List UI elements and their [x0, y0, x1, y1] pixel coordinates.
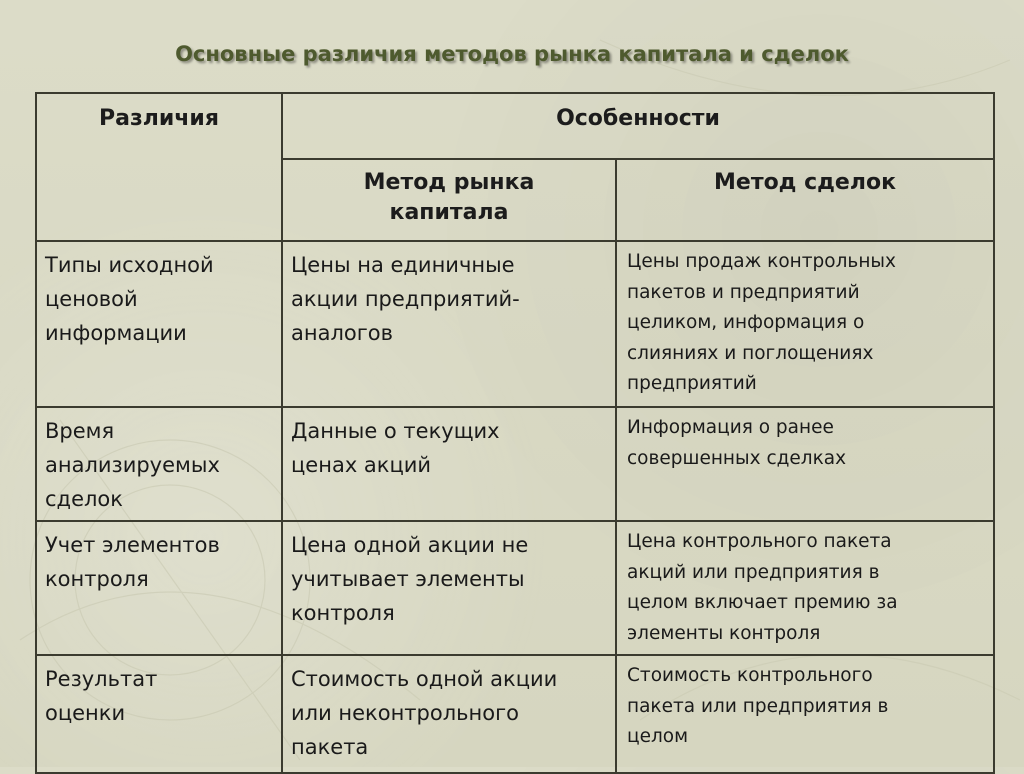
- deals-cell: Цены продаж контрольных пакетов и предприятий целиком, информация о слияниях и поглощениях предприятий: [616, 241, 994, 407]
- deals-cell: Стоимость контрольного пакета или предприятия в целом: [616, 655, 994, 773]
- deals-cell: Информация о ранее совершенных сделках: [616, 407, 994, 521]
- table-row: [36, 655, 994, 773]
- header-deals-method: Метод сделок: [616, 159, 994, 241]
- page-title: Основные различия методов рынка капитала и сделок: [175, 42, 849, 66]
- capital-market-cell: Цены на единичные акции предприятий- аналогов: [282, 241, 616, 407]
- comparison-table: [35, 92, 995, 774]
- capital-market-cell: Данные о текущих ценах акций: [282, 407, 616, 521]
- row-label: Учет элементов контроля: [36, 521, 282, 655]
- header-features: Особенности: [282, 93, 994, 159]
- table-row: [36, 407, 994, 521]
- header-capital-market-method: Метод рынка капитала: [282, 159, 616, 241]
- header-row: [36, 93, 994, 159]
- row-label: Время анализируемых сделок: [36, 407, 282, 521]
- capital-market-cell: Стоимость одной акции или неконтрольного пакета: [282, 655, 616, 773]
- capital-market-cell: Цена одной акции не учитывает элементы контроля: [282, 521, 616, 655]
- table-row: [36, 241, 994, 407]
- row-label: Типы исходной ценовой информации: [36, 241, 282, 407]
- table-row: [36, 521, 994, 655]
- deals-cell: Цена контрольного пакета акций или предприятия в целом включает премию за элементы контроля: [616, 521, 994, 655]
- header-differences: Различия: [36, 93, 282, 241]
- row-label: Результат оценки: [36, 655, 282, 773]
